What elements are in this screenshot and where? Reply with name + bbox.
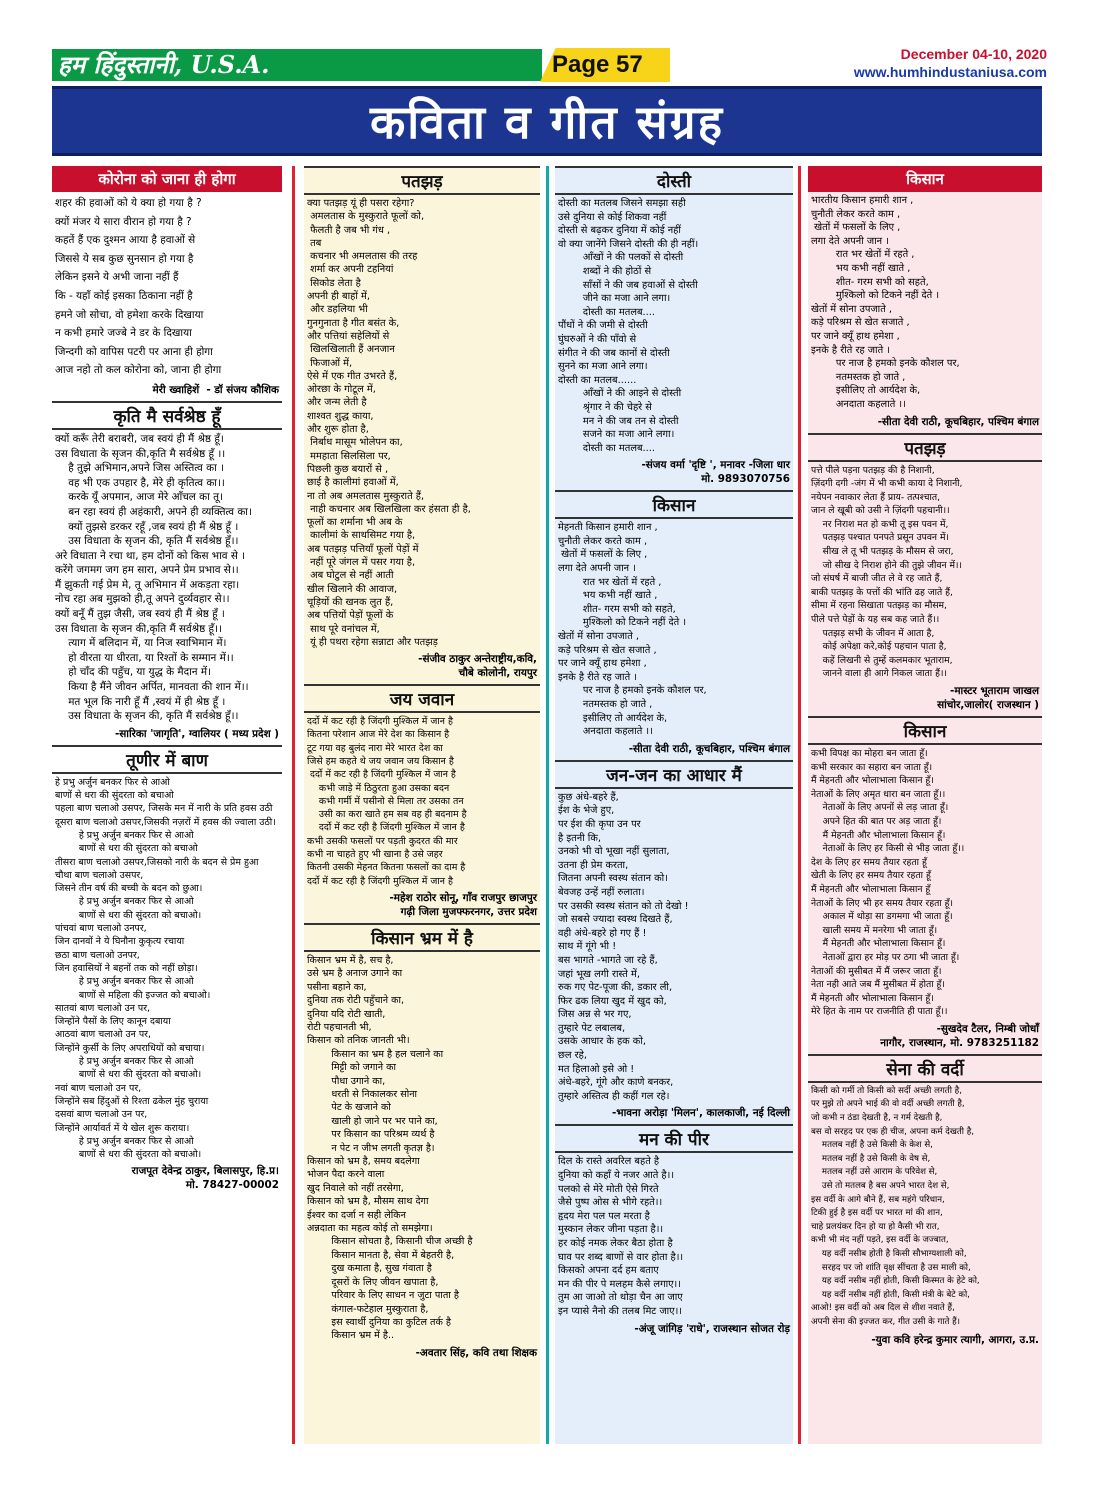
- page-header: [0, 0, 1095, 88]
- column-divider: [292, 166, 295, 1444]
- poem-sena-ki-vardi: [808, 1054, 1042, 1348]
- column-2: [304, 166, 540, 1444]
- poem-body: पत्ते पीले पड़ना पतझड़ की है निशानी, ज़िंदगी दगी -जंग में भी कभी काया दे निशानी, नयेपन नवाकार लेता हैं प्राय- तत्पश्चात, जान ले खूबी को उसी ने ज़िंदगी पहचानी।। नर निराश मत हो कभी तू इस पवन में, पतझड़ पश्चात पनपते प्रसून उपवन में। सीख ले तू भी पतझड़ के मौसम से जरा, जो सीख दे निराश होने की तुझे जीवन में।। जो संघर्ष में बाजी जीत ले वे रह जाते हैं, बाकी पतझड़ के पत्तों की भांति ढह जाते हैं, सीमा में रहना सिखाता पतझड़ का मौसम, पीले पत्ते पेड़ों के यह सब कह जाते हैं।। पतझड़ सभी के जीवन में आता है, कोई अपेक्षा करे,कोई पहचान पाता है, कहें लिखनी से तुम्हें कलमकार भूताराम, जानने वाला ही आगे निकल जाता हैं।।: [811, 464, 963, 680]
- poem-body: भारतीय किसान हमारी शान , चुनौती लेकर करते काम , खेतों में फसलों के लिए , लगा देते अपनी जान । रात भर खेतों में रहते , भय कभी नहीं खाते , शीत- गरम सभी को सहते, मुश्किलो को टिकने नहीं देते । खेतों में सोना उपजाते , कड़े परिश्रम से खेत सजाते , पर जाने क्यूँ हाथ हमेशा , इनके है रीते रह जाते । पर नाज है हमको इनके कौशल पर, नतमस्तक हो जाते , इसीलिए तो आर्यदेश के, अनदाता कहलाते ।।: [811, 195, 960, 410]
- poem-patjhad: [304, 166, 540, 681]
- poem-author: -अवतार सिंह, कवि तथा शिक्षक: [415, 1346, 537, 1359]
- poem-patjhad-2: [808, 433, 1042, 714]
- poem-body: क्या पतझड़ यूं ही पसरा रहेगा? अमलतास के मुस्कुराते फूलों को, फैलती है जब भी गंध , तब कचनार भी अमलतास की तरह शर्मा कर अपनी टहनियां सिकोड लेता है अपनी ही बाहों में, और डहलिया भी गुनगुनाता है गीत बसंत के, और पत्तियां सहेलियों से खिलखिलाती हैं अनजान फिजाओं में, ऐसे में एक गीत उभरते हैं, ओरछा के गोटूल में, और जन्म लेती है शाश्वत शुद्ध काया, और शुरू होता है, निर्बाध मासूम भोलेपन का, ममहाता सिलसिला पर, पिछली कुछ बयारों से , छाई है कालीमां हवाओं में, ना तो अब अमलतास मुस्कुराते हैं, नाही कचनार अब खिलखिला कर हंसता ही है, फूलों का शर्माना भी अब के कालीमां के साथसिमट गया है, अब पतझड़ पत्तियाँ फूलों पेड़ों में नहीं पूरे जंगल में पसर गया है, अब घोटुल से नहीं आती खील खिलाने की आवाज, चूड़ियों की खनक लुत हैं, अब पत्तियों पेड़ों फूलों के साथ पूरे वनांचल में, यूं ही पथरा रहेगा सन्नाटा और पतझड़: [307, 198, 471, 648]
- page-number: Page 57: [552, 51, 643, 78]
- poem-kriti: [52, 401, 282, 742]
- poem-author: -युवा कवि हरेन्द्र कुमार त्यागी, आगरा, उ.प्र.: [871, 1333, 1039, 1346]
- poem-title: कोरोना को जाना ही होगा: [52, 166, 282, 192]
- poem-jan-jan: [555, 760, 793, 1122]
- poem-title: पतझड़: [304, 166, 540, 195]
- poem-kisan-2: [808, 166, 1042, 430]
- column-4: [808, 166, 1042, 1444]
- poem-body: शहर की हवाओं को ये क्या हो गया है ? क्यों मंजर ये सारा वीरान हो गया है ? कहतें हैं एक दुश्मन आया है हवाओं से जिससे ये सब कुछ सुनसान हो गया है लेकिन इसने ये अभी जाना नहीं हैं कि - यहाँ कोई इसका ठिकाना नहीं है हमने जो सोचा, वो हमेशा करके दिखाया न कभी हमारे जज्बे ने डर के दिखाया जिन्दगी को वापिस पटरी पर आना ही होगा आज नहो तो कल कोरोना को, जाना ही होगा: [55, 197, 222, 377]
- poem-kisan: [555, 490, 793, 757]
- poem-kisan-bhram: [304, 923, 540, 1361]
- poem-author: -सुखदेव टैलर, निम्बी जोधाँ नागौर, राजस्थान, मो. 9783251182: [880, 1022, 1039, 1049]
- poem-kisan-3: [808, 716, 1042, 1051]
- newspaper-brand: हम हिंदुस्तानी, U.S.A.: [58, 50, 270, 79]
- poem-body: कुछ अंधे-बहरे हैं, ईश के भेजे हुए, पर ईश की कृपा उन पर है इतनी कि, उनको भी वो भूखा नहीं सुलाता, उतना ही प्रेम करता, जितना अपनी स्वस्थ संतान को। बेवजह उन्हें नहीं रुलाता। पर उसकी स्वस्थ संतान को तो देखो ! जो सबसे ज्यादा स्वस्थ दिखते हैं, वही अंधे-बहरे हो गए हैं ! साथ में गूंगे भी ! बस भागते -भागते जा रहे हैं, जहां भूख लगी रास्ते में, रुक गए पेट-पूजा की, डकार ली, फिर ढक लिया खुद में खुद को, जिस अन्न से भर गए, तुम्हारे पेट लबालब, उसके आधार के हक को, छल रहे, मत हिलाओ इसे ओ ! अंधे-बहरे, गूंगे और काणे बनकर, तुम्हारे अस्तित्व ही कहीं गल रहे।: [558, 791, 689, 1102]
- poem-body: दिल के रास्ते अवरिल बहते है दुनिया को कहाँ ये नजर आते है।। पलको से मेरे मोती ऐसे गिरते जैसे पुष्प ओस से भीगे रहते।। हृदय मेरा पल पल मरता है मुस्कान लेकर जीना पड़ता है।। हर कोई नमक लेकर बैठा होता है घाव पर शब्द बाणों से वार होता है।। किसको अपना दर्द हम बताए मन की पीर पे मलहम कैसे लगाए।। तुम आ जाओ तो थोड़ा चैन आ जाए इन प्यासे नैनो की तलब मिट जाए।।: [558, 1156, 684, 1317]
- poem-title: जन-जन का आधार मैं: [555, 760, 793, 789]
- poem-author: -अंजू जांगिड़ 'राधे', राजस्थान सोजत रोड़: [634, 1322, 790, 1335]
- column-divider: [546, 166, 549, 1444]
- poem-author: मेरी ख्वाहिशें - डॉ संजय कौशिक: [152, 383, 279, 396]
- poem-title: किसान: [808, 166, 1042, 192]
- column-3: [555, 166, 793, 1444]
- poem-tunir: [52, 745, 282, 1194]
- poem-author: -संजय वर्मा 'दृष्टि ', मनावर -जिला धार मो. 9893070756: [641, 459, 790, 486]
- poem-title: दोस्ती: [555, 166, 793, 195]
- poem-dosti: [555, 166, 793, 487]
- poem-body: क्यों करूँ तेरी बराबरी, जब स्वयं ही मैं श्रेष्ठ हूँ। उस विधाता के सृजन की,कृति मै सर्वश्रेष्ठ हूँ ।। है तुझे अभिमान,अपने जिस अस्तित्व का । वह भी एक उपहार है, मेरे ही कृतित्व का।। करके यूँ अपमान, आज मेरे आँचल का तू। बन रहा स्वयं ही अहंकारी, अपने ही व्यक्तित्व का। क्यों तुझसे डरकर रहूँ ,जब स्वयं ही मैं श्रेष्ठ हूँ । उस विधाता के सृजन की, कृति मैं सर्वश्रेष्ठ हूँ।। अरे विधाता ने रचा था, हम दोनों को किस भाव से । करेंगे जगमग जग हम सारा, अपने प्रेम प्रभाव से।। मैं झुकती गई प्रेम मे, तू अभिमान में अकड़ता रहा। नोच रहा अब मुझको ही,तू अपने दुर्व्यवहार से।। क्यों बनूँ मैं तुझ जैसी, जब स्वयं ही मैं श्रेष्ठ हूँ । उस विधाता के सृजन की,कृति मैं सर्वश्रेष्ठ हूँ।। त्याग में बलिदान में, या निज स्वाभिमान में। हो वीरता या धीरता, या रिश्तों के सम्मान में।। हो चाँद की पहुँच, या युद्ध के मैदान में। किया है मैंने जीवन अर्पित, मानवता की शान में।। मत भूल कि नारी हूँ मैं ,स्वयं में ही श्रेष्ठ हूँ । उस विधाता के सृजन की, कृति मैं सर्वश्रेष्ठ हूँ।।: [55, 432, 252, 723]
- issue-date: December 04-10, 2020: [900, 46, 1047, 62]
- banner-title: कविता व गीत संग्रह: [369, 95, 725, 149]
- poem-title: मन की पीर: [555, 1124, 793, 1153]
- poem-author: -सारिका 'जागृति', ग्वालियर ( मध्य प्रदेश ): [114, 727, 279, 740]
- poem-title: जय जवान: [304, 684, 540, 713]
- poem-corona: [52, 166, 282, 398]
- column-1: [52, 166, 282, 1444]
- poem-author: राजपूत देवेन्द्र ठाकुर, बिलासपुर, हि.प्र। मो. 78427-00002: [131, 1165, 279, 1192]
- poem-jai-jawan: [304, 684, 540, 920]
- poem-body: किसी को गर्मी तो किसी को सर्दी अच्छी लगती है, पर मुझे तो अपने भाई की वो वर्दी अच्छी लगती है, जो कभी न ठंडा देखती है, न गर्म देखती है, बस वो सरहद पर एक ही चीज, अपना कर्म देखती है, मतलब नहीं है उसे किसी के केश से, मतलब नहीं है उसे किसी के वेष से, मतलब नहीं उसे आराम के परिवेश से, उसे तो मतलब है बस अपने भारत देश से, इस वर्दी के आगे बौने हैं, सब महंगे परिधान, टिकी हुई है इस वर्दी पर भारत मां की शान, चाहे प्रलयंकर दिन हो या हो कैसी भी रात, कभी भी मंद नहीं पड़ते, इस वर्दी के जज्बात, यह वर्दी नसीब होती है किसी सौभाग्यशाली को, सरहद पर जो शांति वृक्ष सींचता है उस माली को, यह वर्दी नसीब नहीं होती, किसी किस्मत के हेटे को, यह वर्दी नसीब नहीं होती, किसी मंत्री के बेटे को, आओ! इस वर्दी को अब दिल से शीश नवाते हैं, अपनी सेना की इज्जत कर, गीत उसी के गाते हैं।: [811, 1085, 980, 1327]
- poem-title: कृति मै सर्वश्रेष्ठ हूँ: [52, 401, 282, 430]
- poem-author: -सीता देवी राठी, कूचबिहार, पश्चिम बंगाल: [628, 742, 790, 755]
- poem-body: हे प्रभु अर्जुन बनकर फिर से आओ बाणों से धरा की सुंदरता को बचाओ पहला बाण चलाओ उसपर, जिसके मन में नारी के प्रति हवस उठी दूसरा बाण चलाओ उसपर,जिसकी नज़रों में हवस की ज्वाला उठी। हे प्रभु अर्जुन बनकर फिर से आओ बाणों से धरा की सुंदरता को बचाओ तीसरा बाण चलाओ उसपर,जिसको नारी के बदन से प्रेम हुआ चौथा बाण चलाओ उसपर, जिसने तीन वर्ष की बच्ची के बदन को छुआ। हे प्रभु अर्जुन बनकर फिर से आओ बाणों से धरा की सुंदरता को बचाओ। पांचवां बाण चलाओ उनपर, जिन दानवों ने ये घिनौना कुकृत्य रचाया छठा बाण चलाओ उनपर, जिन हवासियों ने बहनों तक को नहीं छोड़ा। हे प्रभु अर्जुन बनकर फिर से आओ बाणों से महिला की इज्जत को बचाओ। सातवां बाण चलाओ उन पर, जिन्होंने पैसों के लिए कानून दबाया आठवां बाण चलाओ उन पर, जिन्होंने कुर्सी के लिए अपराधियों को बचाया। हे प्रभु अर्जुन बनकर फिर से आओ बाणों से धरा की सुंदरता को बचाओ। नवां बाण चलाओ उन पर, जिन्होंने सब हिंदुओं से रिश्ता ढकेल मुंह चुराया दसवां बाण चलाओ उन पर, जिन्होंने आर्यावर्त में ये खेल शुरू कराया। हे प्रभु अर्जुन बनकर फिर से आओ बाणों से धरा की सुंदरता को बचाओ।: [55, 776, 276, 1161]
- poem-body: मेहनती किसान हमारी शान , चुनौती लेकर करते काम , खेतों में फसलों के लिए , लगा देते अपनी जान । रात भर खेतों में रहते , भय कभी नहीं खाते , शीत- गरम सभी को सहते, मुश्किलो को टिकने नहीं देते । खेतों में सोना उपजाते , कड़े परिश्रम से खेत सजाते , पर जाने क्यूँ हाथ हमेशा , इनके है रीते रह जाते । पर नाज है हमको इनके कौशल पर, नतमस्तक हो जाते , इसीलिए तो आर्यदेश के, अनदाता कहलाते ।।: [558, 522, 707, 738]
- section-banner: [52, 86, 1042, 156]
- poem-man-ki-peer: [555, 1124, 793, 1336]
- poem-author: -भावना अरोड़ा 'मिलन', कालकाजी, नई दिल्ली: [611, 1107, 790, 1120]
- poem-author: -महेश राठोर सोनू, गाँव राजपुर छाजपुर गढ़ी जिला मुजफ्फरनगर, उत्तर प्रदेश: [389, 891, 537, 918]
- column-divider: [798, 166, 801, 1444]
- poem-title: तूणीर में बाण: [52, 745, 282, 774]
- poem-body: दर्दो में कट रही है जिंदगी मुश्किल में जान है कितना परेशान आज मेरे देश का किसान है टूट गया वह बुलंद नारा मेरे भारत देश का जिसे हम कहते थे जय जवान जय किसान है दर्दो में कट रही है जिंदगी मुश्किल में जान है कभी जाड़े में ठिठुरता हुआ उसका बदन कभी गर्मी में पसीनो से मिला तर उसका तन उसी का करा खाते हम सब वह ही बदनाम है दर्दो में कट रही है जिंदगी मुश्किल में जान है कभी उसकी फसलों पर पड़ती कुदरत की मार कभी ना चाहते हुए भी खाना है उसे जहर कितनी उसकी मेहनत कितना फसलों का दाम है दर्दो में कट रही है जिंदगी मुश्किल में जान है: [307, 716, 467, 887]
- poem-title: पतझड़: [808, 433, 1042, 462]
- poem-title: किसान: [555, 490, 793, 519]
- poem-body: किसान भ्रम में है, सच है, उसे भ्रम है अनाज उगाने का पसीना बहाने का, दुनिया तक रोटी पहुँचाने का, दुनिया यदि रोटी खाती, रोटी पहचानती भी, किसान को तनिक जानती भी। किसान का भ्रम है हल चलाने का मिट्टी को जगाने का पौधा उगाने का, धरती से निकालकर सोना पेट के खजाने को खाली हो जाने पर भर पाने का, पर किसान का परिश्रम व्यर्थ है न पेट न जीभ लगती कृतज्ञ है। किसान को भ्रम है, समय बदलेगा भोजन पैदा करने वाला खुद निवाले को नहीं तरसेगा, किसान को भ्रम है, मौसम साथ देगा ईश्वर का दर्जा न सही लेकिन अन्नदाता का महत्व कोई तो समझेगा। किसान सोचता है, किसानी चीज अच्छी है किसान मानता है, सेवा में बेहतरी है, दुख कमाता है, सुख गंवाता है दूसरों के लिए जीवन खपाता है, परिवार के लिए साधन न जुटा पाता है कंगाल-फटेहाल मुस्कुराता है, इस स्वार्थी दुनिया का कुटिल तर्क है किसान भ्रम में है..: [307, 954, 473, 1342]
- poem-author: -मास्टर भूताराम जाखल सांचोर,जालोर( राजस्थान ): [937, 685, 1039, 711]
- poem-author: -संजीव ठाकुर अन्तेराष्ट्रीय,कवि, चौबे कोलोनी, रायपुर: [418, 653, 537, 680]
- poem-body: कभी विपक्ष का मोहरा बन जाता हूँ। कभी सरकार का सहारा बन जाता हूँ। मैं मेहनती और भोलाभाला किसान हूँ। नेताओं के लिए अमृत धारा बन जाता हूँ।। नेताओं के लिए अपनों से लड़ जाता हूँ। अपने हित की बात पर अड़ जाता हूँ। मैं मेहनती और भोलाभाला किसान हूँ। नेताओं के लिए हर किसी से भीड़ जाता हूँ।। देश के लिए हर समय तैयार रहता हूँ खेती के लिए हर समय तैयार रहता हूँ मैं मेहनती और भोलाभाला किसान हूँ नेताओं के लिए भी हर समय तैयार रहता हूँ। अकाल में थोड़ा सा डगमगा भी जाता हूँ। खाली समय में मनरेगा भी जाता हूँ। मैं मेहनती और भोलाभाला किसान हूँ। नेताओं द्वारा हर मोड़ पर ठगा भी जाता हूँ। नेताओं की मुसीबत में मैं जरूर जाता हूँ। नेता नही आते जब मैं मुसीबत में होता हूँ। मैं मेहनती और भोलाभाला किसान हूँ। मेरे हित के नाम पर राजनीति ही पाता हूँ।।: [811, 748, 965, 1018]
- poem-body: दोस्ती का मतलब जिसने समझा सही उसे दुनिया से कोई शिकवा नहीं दोस्ती से बढ़कर दुनिया में कोई नहीं वो क्या जानेंगे जिसने दोस्ती की ही नहीं। आँखों ने की पलकों से दोस्ती शब्दों ने की होठों से साँसों ने की जब हवाओं से दोस्ती जीने का मजा आने लगा। दोस्ती का मतलब.... पौंधों ने की जमी से दोस्ती घुंघरुओं ने की पाँवो से संगीत ने की जब कानों से दोस्ती सुनने का मजा आने लगा। दोस्ती का मतलब...... आँखों ने की आइने से दोस्ती श्रृंगार ने की चेहरे से मन ने की जब तन से दोस्ती सजने का मजा आने लगा। दोस्ती का मतलब....: [558, 198, 699, 454]
- website-link[interactable]: www.humhindustaniusa.com: [853, 64, 1047, 80]
- poem-title: सेना की वर्दी: [808, 1054, 1042, 1083]
- poem-title: किसान: [808, 716, 1042, 745]
- poem-author: -सीता देवी राठी, कूचबिहार, पश्चिम बंगाल: [877, 415, 1039, 428]
- poem-title: किसान भ्रम में है: [304, 923, 540, 952]
